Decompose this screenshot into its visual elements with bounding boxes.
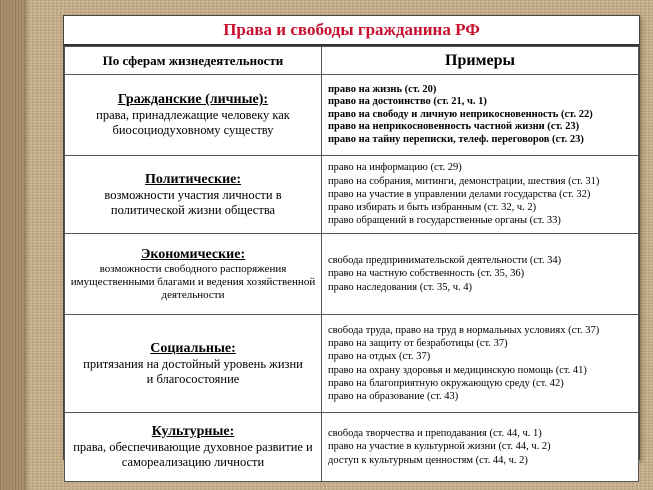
category-cell-cultural <box>65 413 322 482</box>
example-item: право на участие в управлении делами государства (ст. 32) <box>328 188 591 200</box>
example-item: право на неприкосновенность частной жизни (ст. 23) <box>328 121 580 133</box>
example-item: право на участие в культурной жизни (ст. 44, ч. 2) <box>328 441 551 453</box>
category-title-cultural: Культурные: <box>151 424 235 439</box>
category-description-political: возможности участия личности в политической жизни общества <box>104 187 282 217</box>
category-cell-civil <box>65 75 322 156</box>
slide-title: Права и свободы гражданина РФ <box>64 16 639 46</box>
category-description-social: притязания на достойный уровень жизни и благосостояние <box>83 356 303 386</box>
category-description-cultural: права, обеспечивающие духовное развитие и самореализацию личности <box>73 440 313 469</box>
example-item: право наследования (ст. 35, ч. 4) <box>328 281 472 293</box>
example-item: право избирать и быть избранным (ст. 32, ч. 2) <box>328 202 537 214</box>
example-item: свобода предпринимательской деятельности (ст. 34) <box>328 255 562 267</box>
table-row-cultural <box>65 413 639 482</box>
table-row-social <box>65 315 639 413</box>
example-item: право на тайну переписки, телеф. переговоров (ст. 23) <box>328 133 584 145</box>
category-description-civil: права, принадлежащие человеку как биосоциодуховному существу <box>96 108 290 137</box>
example-item: право на достоинство (ст. 21, ч. 1) <box>328 96 487 108</box>
example-item: право на защиту от безработицы (ст. 37) <box>328 338 508 350</box>
examples-cell-political <box>322 156 639 234</box>
category-title-social: Социальные: <box>150 340 236 356</box>
category-cell-political <box>65 156 322 234</box>
example-item: право на информацию (ст. 29) <box>328 162 462 174</box>
column-header-examples: Примеры <box>322 47 639 75</box>
column-header-spheres: По сферам жизнедеятельности <box>65 47 322 75</box>
decorative-side-strip <box>0 0 26 490</box>
table-row-civil <box>65 75 639 156</box>
examples-cell-cultural <box>322 413 639 482</box>
example-item: свобода творчества и преподавания (ст. 44, ч. 1) <box>328 428 542 440</box>
category-title-political: Политические: <box>144 171 242 187</box>
example-item: право обращений в государственные органы (ст. 33) <box>328 215 561 227</box>
category-title-civil: Гражданские (личные): <box>117 92 269 107</box>
category-description-economic: возможности свободного распоряжения имущественными благами и ведения хозяйственной деятельности <box>70 262 316 301</box>
examples-cell-economic <box>322 234 639 315</box>
category-title-economic: Экономические: <box>140 246 246 262</box>
examples-cell-social <box>322 315 639 413</box>
example-item: право на свободу и личную неприкосновенность (ст. 22) <box>328 108 593 120</box>
table-row-political <box>65 156 639 234</box>
example-item: свобода труда, право на труд в нормальных условиях (ст. 37) <box>328 324 600 336</box>
example-item: право на собрания, митинги, демонстрации, шествия (ст. 31) <box>328 175 600 187</box>
example-item: право на отдых (ст. 37) <box>328 351 431 363</box>
slide <box>63 15 640 469</box>
table-header-row <box>65 47 639 75</box>
table-row-economic <box>65 234 639 315</box>
examples-cell-civil <box>322 75 639 156</box>
example-item: право на образование (ст. 43) <box>328 390 459 402</box>
rights-table <box>64 46 639 482</box>
example-item: право на охрану здоровья и медицинскую помощь (ст. 41) <box>328 364 587 376</box>
example-item: право на частную собственность (ст. 35, 36) <box>328 268 525 280</box>
example-item: право на жизнь (ст. 20) <box>328 83 437 95</box>
example-item: доступ к культурным ценностям (ст. 44, ч. 2) <box>328 454 528 466</box>
example-item: право на благоприятную окружающую среду (ст. 42) <box>328 377 564 389</box>
category-cell-social <box>65 315 322 413</box>
category-cell-economic <box>65 234 322 315</box>
